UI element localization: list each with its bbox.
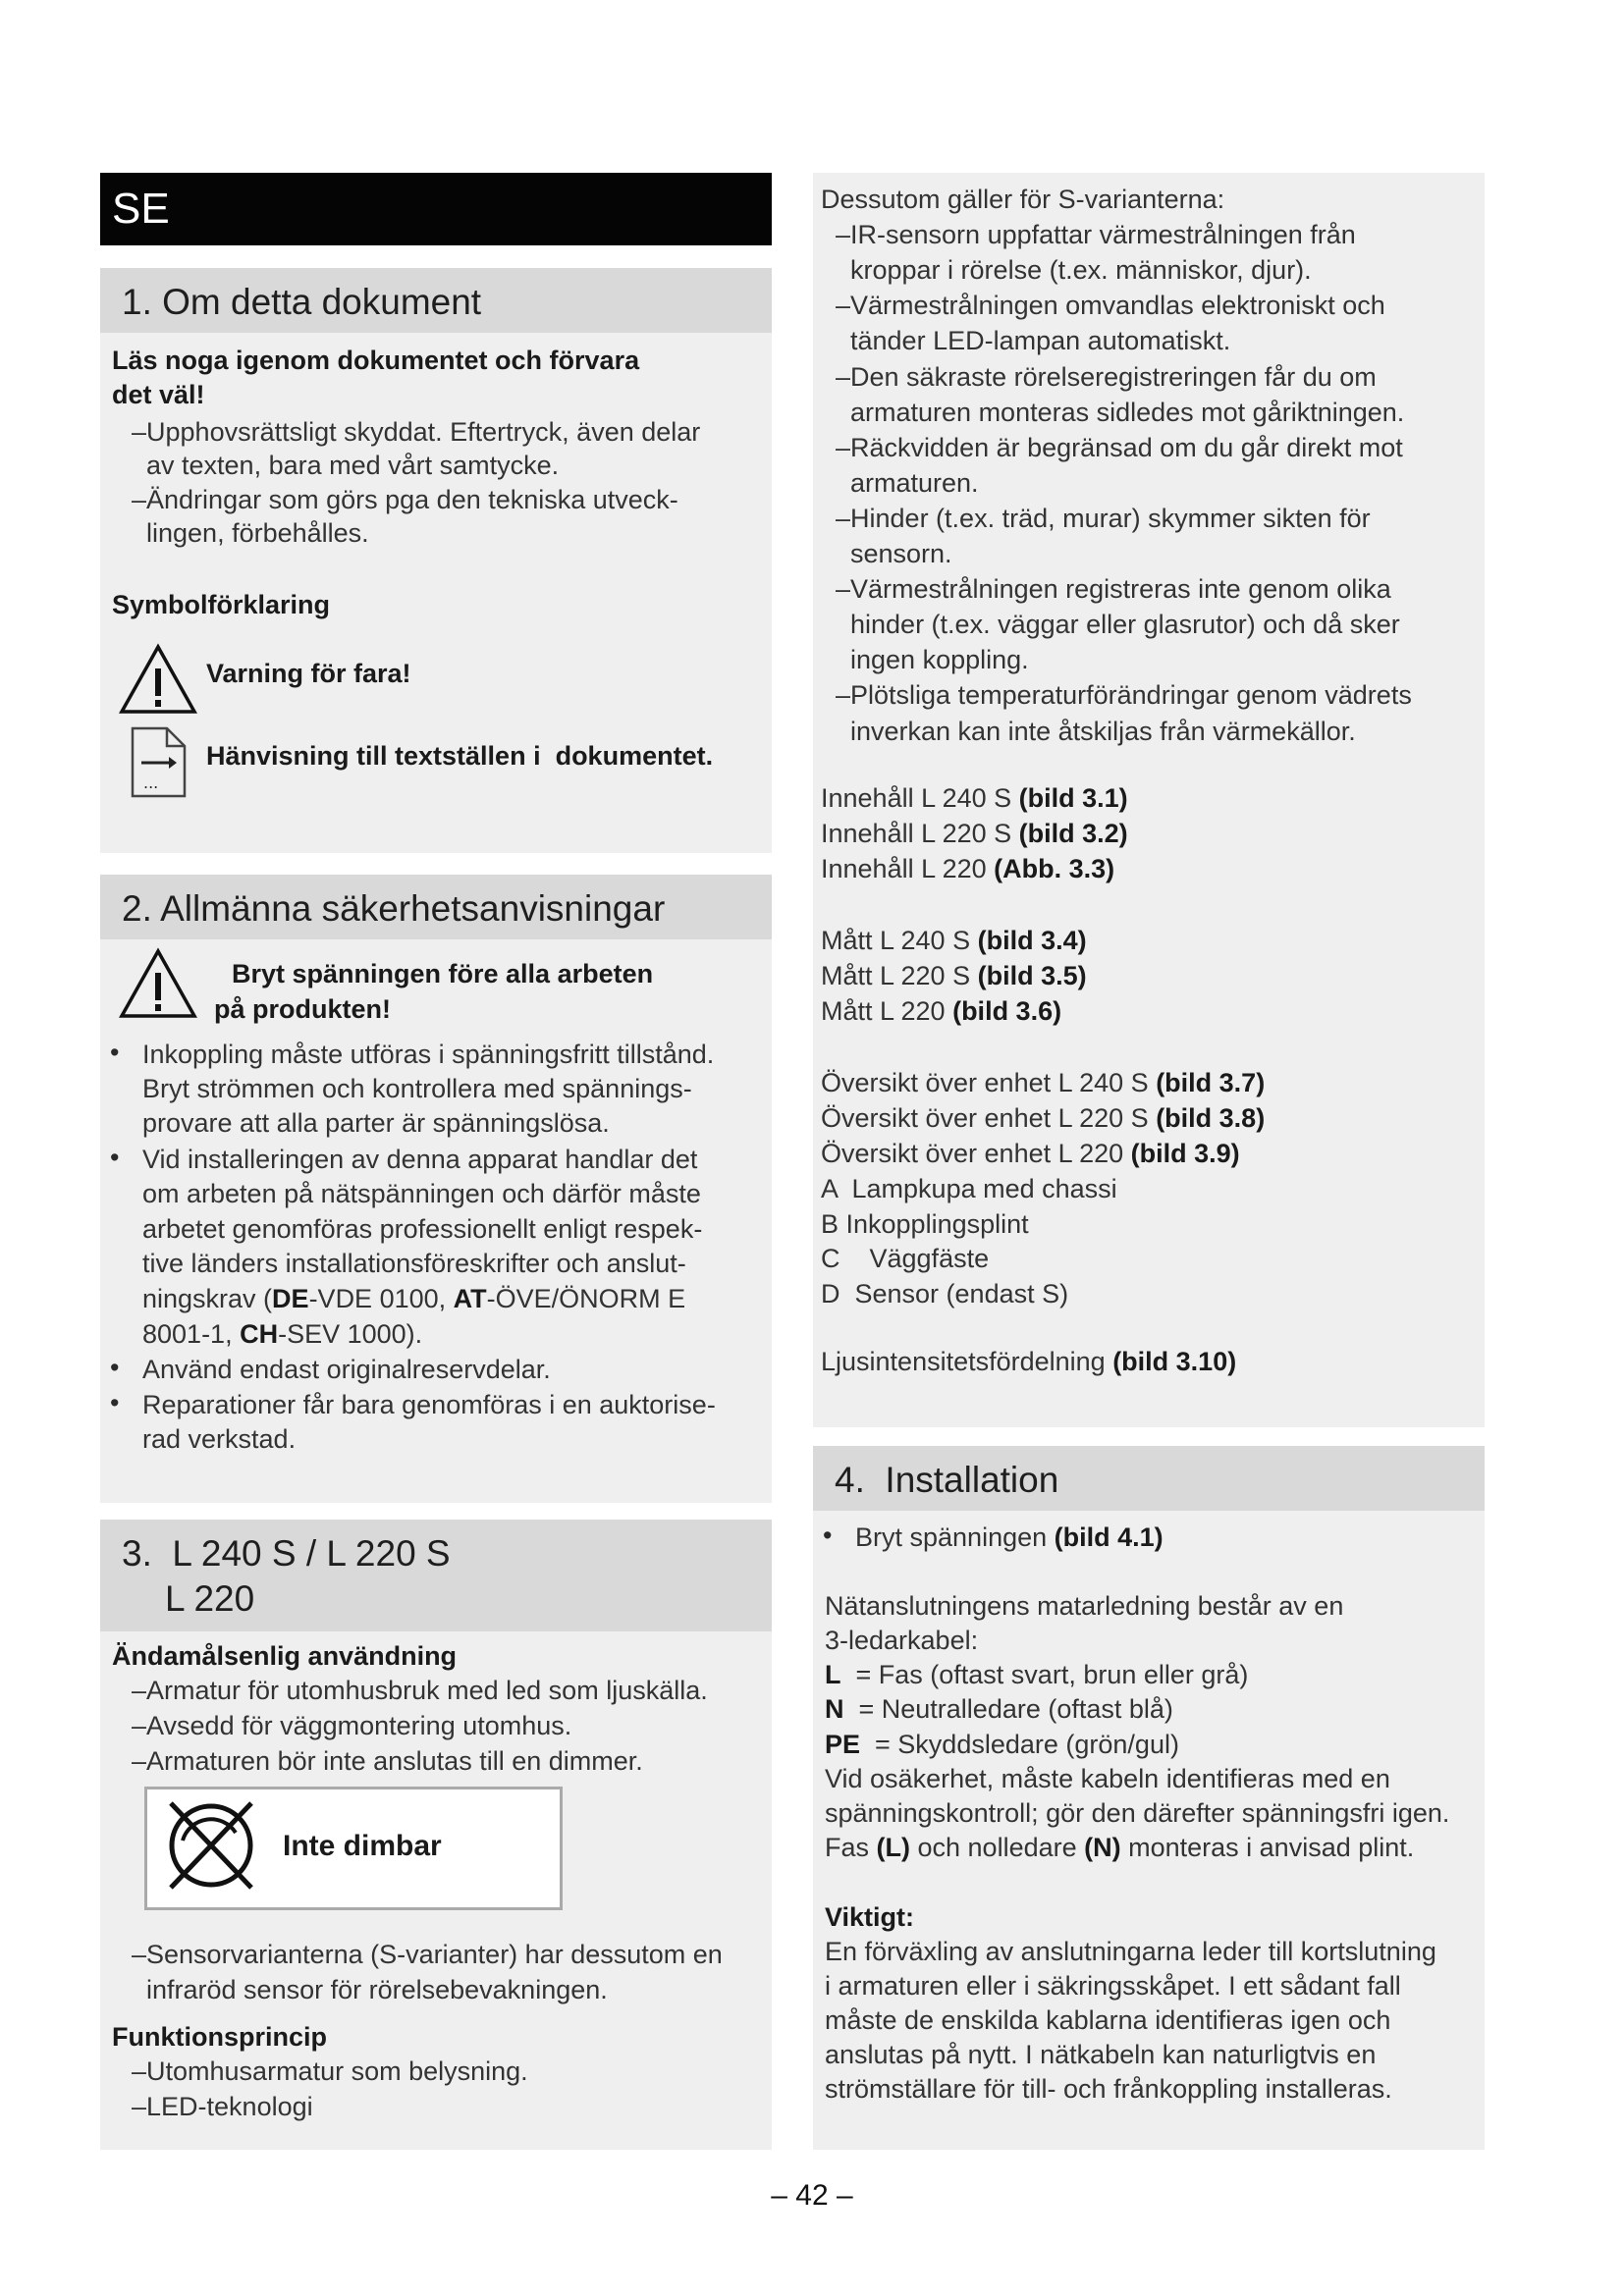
s-variant-line: –Hinder (t.ex. träd, murar) skymmer sikten för: [821, 503, 1371, 533]
figure-ref: (bild 3.2): [1018, 819, 1128, 848]
country-ch: CH: [240, 1319, 279, 1349]
important-line-3: måste de enskilda kablarna identifieras igen och: [825, 2005, 1391, 2035]
wire-n: [825, 1692, 1173, 1728]
s-variant-line: ingen koppling.: [821, 645, 1029, 675]
bullet-dot: •: [823, 1521, 833, 1550]
text-run: Översikt över enhet L 220 S: [821, 1103, 1157, 1133]
important-line-4: anslutas på nytt. I nätkabeln kan naturligtvis en: [825, 2040, 1377, 2069]
dim-label: Inte dimbar: [283, 1830, 442, 1862]
text-run: Ljusintensitetsfördelning: [821, 1347, 1113, 1376]
page-number: – 42 –: [771, 2179, 853, 2212]
bullet-dot: •: [110, 1388, 120, 1417]
figure-ref: (bild 3.4): [977, 926, 1087, 955]
section-2-title: 2. Allmänna säkerhetsanvisningar: [122, 888, 666, 929]
warning-line-2: på produkten!: [214, 994, 391, 1024]
language-label: SE: [112, 185, 170, 233]
figure-ref: (Abb. 3.3): [994, 854, 1115, 883]
figure-ref-line: [821, 1137, 1240, 1172]
b1-line-2: Bryt strömmen och kontrollera med spännings-: [142, 1074, 692, 1103]
important-line-5: strömställare för till- och frånkoppling installeras.: [825, 2074, 1392, 2104]
use-line-2: –Avsedd för väggmontering utomhus.: [132, 1711, 572, 1740]
figure-ref-line: [821, 959, 1087, 994]
sensor-line-2: infraröd sensor för rörelsebevakningen.: [132, 1975, 608, 2004]
intro-bold-2: det väl!: [112, 380, 205, 409]
s-variant-line: –IR-sensorn uppfattar värmestrålningen från: [821, 220, 1356, 250]
wire-desc: = Fas (oftast svart, brun eller grå): [840, 1660, 1249, 1689]
section-4-header: [813, 1446, 1485, 1511]
cable-line-1: Nätanslutningens matarledning består av en: [825, 1591, 1344, 1621]
section-1-title: 1. Om detta dokument: [122, 282, 482, 322]
text-run: Innehåll L 240 S: [821, 783, 1019, 813]
s-variant-line: kroppar i rörelse (t.ex. människor, djur).: [821, 255, 1312, 286]
s-variant-line: –Räckvidden är begränsad om du går direkt mot: [821, 432, 1403, 462]
use-line-3: –Armaturen bör inte anslutas till en dimmer.: [132, 1746, 643, 1776]
important-title: Viktigt:: [825, 1902, 915, 1932]
b2-line-1: Vid installeringen av denna apparat handlar det: [142, 1145, 698, 1174]
func-line-1: –Utomhusarmatur som belysning.: [132, 2056, 528, 2086]
figure-ref: (bild 3.10): [1112, 1347, 1237, 1376]
bullet-dot: •: [110, 1038, 120, 1067]
intro-bold-1: Läs noga igenom dokumentet och förvara: [112, 346, 640, 375]
text-run: Innehåll L 220 S: [821, 819, 1019, 848]
sensor-line-1: –Sensorvarianterna (S-varianter) har dessutom en: [132, 1940, 723, 1969]
wire-desc: = Neutralledare (oftast blå): [843, 1694, 1173, 1724]
figure-ref: (bild 3.9): [1130, 1139, 1240, 1168]
b4-line-2: rad verkstad.: [142, 1424, 297, 1454]
use-line-1: –Armatur för utomhusbruk med led som ljuskälla.: [132, 1676, 708, 1705]
s-variant-line: inverkan kan inte åtskiljas från värmekällor.: [821, 716, 1356, 746]
text-run: Bryt spänningen: [855, 1522, 1055, 1552]
func-title: Funktionsprincip: [112, 2022, 327, 2052]
text-run: -VDE 0100,: [308, 1284, 454, 1313]
warning-triangle-icon: [118, 643, 198, 716]
b4-line-1: Reparationer får bara genomföras i en auktorise-: [142, 1390, 716, 1419]
figure-ref-line: [821, 1066, 1265, 1101]
s-variants-panel: [813, 173, 1485, 1427]
s-variant-line: –Plötsliga temperaturförändringar genom vädrets: [821, 680, 1412, 711]
reference-text: Hänvisning till textställen i dokumentet.: [206, 741, 714, 771]
text-run: Mått L 220 S: [821, 961, 978, 990]
s4-bullet: [855, 1521, 1164, 1556]
s1-line-3: –Ändringar som görs pga den tekniska utveck-: [132, 485, 678, 514]
func-line-2: –LED-teknologi: [132, 2092, 313, 2121]
b1-line-1: Inkoppling måste utföras i spänningsfritt tillstånd.: [142, 1040, 715, 1069]
svg-text:...: ...: [143, 774, 159, 792]
unsure-line-2: spänningskontroll; gör den därefter spänningsfri igen.: [825, 1798, 1450, 1828]
part-label: B Inkopplingsplint: [821, 1208, 1029, 1239]
figure-ref-line: [821, 852, 1114, 887]
b2-line-4: tive länders installationsföreskrifter och anslut-: [142, 1249, 686, 1278]
figure-ref-line: [821, 1101, 1265, 1137]
text-run: Innehåll L 220: [821, 854, 995, 883]
s-variant-line: armaturen.: [821, 467, 979, 498]
wire-desc: = Skyddsledare (grön/gul): [860, 1730, 1179, 1759]
wire-key: PE: [825, 1730, 861, 1759]
s-variant-line: sensorn.: [821, 539, 952, 568]
figure-ref-line: [821, 924, 1087, 959]
b2-line-5: [142, 1282, 685, 1317]
fas-line: [825, 1831, 1414, 1866]
important-line-2: i armaturen eller i säkringsskåpet. I ett sådant fall: [825, 1971, 1401, 2001]
b3-line-1: Använd endast originalreservdelar.: [142, 1355, 551, 1384]
section-3-panel: [100, 1520, 772, 2150]
figure-ref: (bild 3.6): [952, 996, 1062, 1026]
wire-key: (N): [1084, 1833, 1121, 1862]
figure-ref: (bild 3.5): [977, 961, 1087, 990]
text-run: Mått L 240 S: [821, 926, 978, 955]
figure-ref: (bild 4.1): [1054, 1522, 1164, 1552]
text-run: Översikt över enhet L 240 S: [821, 1068, 1157, 1097]
section-3-header: [100, 1520, 772, 1631]
b2-line-6: [142, 1317, 422, 1353]
figure-ref: (bild 3.7): [1156, 1068, 1266, 1097]
s-variant-line: Dessutom gäller för S-varianterna:: [821, 185, 1225, 214]
text-run: 8001-1,: [142, 1319, 241, 1349]
warning-triangle-icon: [118, 947, 198, 1020]
section-4-panel: [813, 1446, 1485, 2150]
not-dimmable-icon: [157, 1791, 265, 1899]
text-run: Översikt över enhet L 220: [821, 1139, 1131, 1168]
s1-line-4: lingen, förbehålles.: [132, 518, 369, 548]
b1-line-3: provare att alla parter är spänningslösa.: [142, 1108, 610, 1138]
warning-text: Varning för fara!: [206, 659, 411, 688]
b2-line-2: om arbeten på nätspänningen och därför måste: [142, 1179, 701, 1208]
s-variant-line: armaturen monteras sidledes mot gåriktningen.: [821, 397, 1405, 427]
document-reference-icon: [130, 725, 189, 800]
symbol-title: Symbolförklaring: [112, 590, 331, 619]
text-run: monteras i anvisad plint.: [1120, 1833, 1415, 1862]
part-label: C Väggfäste: [821, 1244, 990, 1273]
figure-ref-line: [821, 817, 1128, 852]
text-run: ningskrav (: [142, 1284, 273, 1313]
s-variant-line: –Värmestrålningen omvandlas elektroniskt och: [821, 291, 1385, 321]
part-label: A Lampkupa med chassi: [821, 1174, 1117, 1203]
s-variant-line: –Värmestrålningen registreras inte genom olika: [821, 574, 1391, 605]
bullet-dot: •: [110, 1353, 120, 1382]
wire-key: (L): [876, 1833, 910, 1862]
section-2-header: [100, 875, 772, 939]
text-run: Fas: [825, 1833, 877, 1862]
s-variant-line: –Den säkraste rörelseregistreringen får du om: [821, 361, 1377, 392]
figure-ref-line: [821, 994, 1061, 1030]
wire-key: L: [825, 1660, 841, 1689]
section-2-panel: [100, 875, 772, 1503]
text-run: -ÖVE/ÖNORM E: [486, 1284, 686, 1313]
wire-l: [825, 1658, 1248, 1693]
language-tab: [100, 173, 772, 245]
figure-ref-line: [821, 781, 1128, 817]
section-1-panel: [100, 268, 772, 853]
text-run: Mått L 220: [821, 996, 953, 1026]
figure-ref-line: [821, 1345, 1236, 1380]
b2-line-3: arbetet genomföras professionellt enligt respek-: [142, 1214, 703, 1244]
text-run: -SEV 1000).: [278, 1319, 423, 1349]
cable-line-2: 3-ledarkabel:: [825, 1626, 979, 1655]
section-3-title-1: 3. L 240 S / L 220 S: [122, 1533, 451, 1574]
country-at: AT: [453, 1284, 487, 1313]
section-4-title: 4. Installation: [835, 1460, 1059, 1500]
country-de: DE: [272, 1284, 309, 1313]
s1-line-2: av texten, bara med vårt samtycke.: [132, 451, 560, 480]
warning-line-1: Bryt spänningen före alla arbeten: [232, 959, 654, 988]
part-label: D Sensor (endast S): [821, 1278, 1069, 1308]
wire-key: N: [825, 1694, 844, 1724]
use-title: Ändamålsenlig användning: [112, 1641, 458, 1671]
s-variant-line: hinder (t.ex. väggar eller glasrutor) och då sker: [821, 610, 1400, 640]
wire-pe: [825, 1728, 1179, 1763]
s1-line-1: –Upphovsrättsligt skyddat. Eftertryck, även delar: [132, 417, 701, 447]
dim-box: [144, 1787, 563, 1910]
important-line-1: En förväxling av anslutningarna leder till kortslutning: [825, 1937, 1436, 1966]
figure-ref: (bild 3.8): [1156, 1103, 1266, 1133]
text-run: och nolledare: [910, 1833, 1085, 1862]
unsure-line-1: Vid osäkerhet, måste kabeln identifieras med en: [825, 1764, 1390, 1793]
section-1-header: [100, 268, 772, 333]
figure-ref: (bild 3.1): [1018, 783, 1128, 813]
section-3-title-2: L 220: [165, 1578, 255, 1619]
bullet-dot: •: [110, 1143, 120, 1172]
s-variant-line: tänder LED-lampan automatiskt.: [821, 326, 1231, 356]
